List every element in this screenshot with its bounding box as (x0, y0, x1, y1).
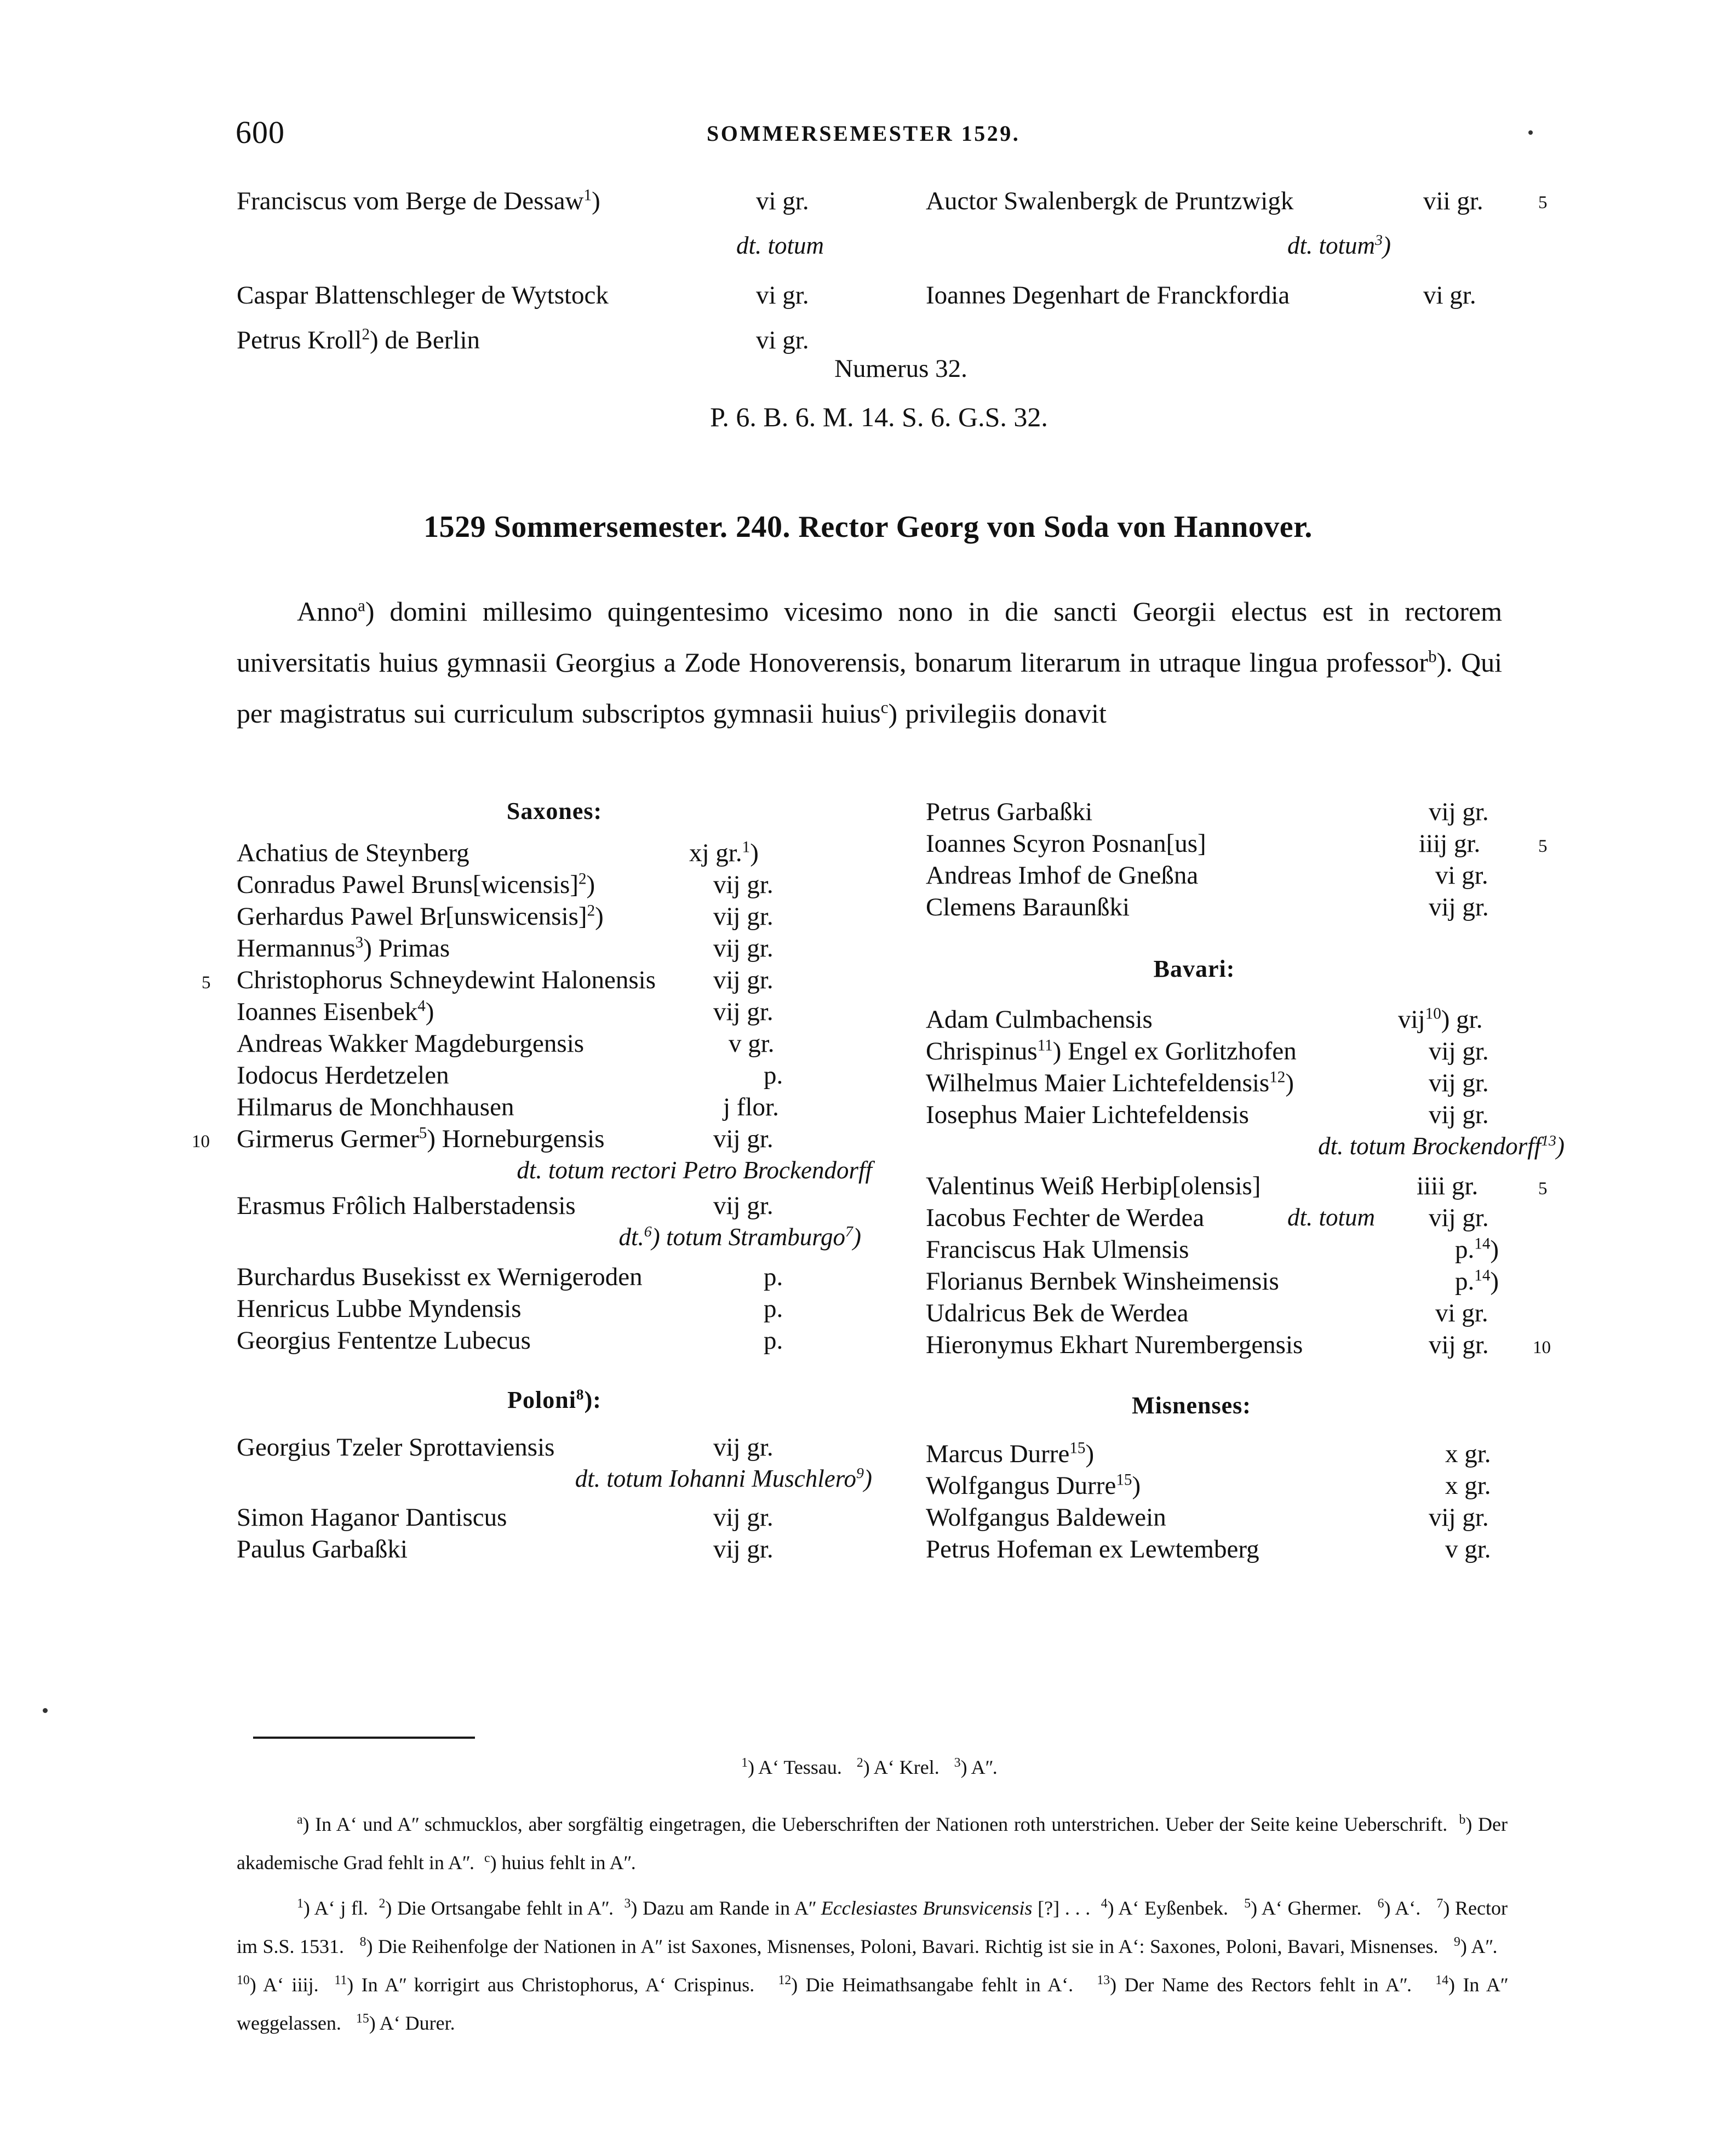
entry-fee: vi gr. (756, 281, 809, 310)
register-note-row (926, 231, 1556, 280)
payment-note: dt. totum$^3$) (1287, 232, 1391, 259)
register-row (926, 1267, 1572, 1298)
entry-name: Auctor Swalenbergk de Pruntzwigk (926, 187, 1294, 215)
entry-name: Christophorus Schneydewint Halonensis (237, 966, 656, 994)
footnote-text: ) In Aʺ weggelassen. (237, 1974, 1508, 2034)
register-row (237, 1534, 872, 1566)
register-row (926, 1471, 1572, 1503)
entry-name: Clemens Baraunßki (926, 893, 1130, 921)
footnote-text: ) Aʻ Ghermer. (1251, 1897, 1362, 1919)
entry-name: Girmerus Germer$^5$) Horneburgensis (237, 1124, 605, 1153)
nation-heading-poloni: Poloni$^8$): (507, 1386, 601, 1413)
paragraph-text: Anno (297, 596, 358, 627)
footnote-text: ) In Aʻ und Aʺ schmucklos, aber sorgfältig eingetragen, die Ueberschriften der Nationen roth unterstrichen. Ueber der Seite keine Ueberschrift. (302, 1813, 1448, 1835)
entry-name: Wilhelmus Maier Lichtefeldensis$^{12}$) (926, 1068, 1294, 1097)
entry-fee: p. (764, 1263, 783, 1291)
entry-name: Hermannus$^3$) Primas (237, 933, 450, 963)
footnote-marker: 5 (1244, 1897, 1251, 1911)
entry-fee: iiii gr. (1417, 1172, 1479, 1200)
footnote-ref: 1 (742, 838, 750, 856)
nation-heading-saxones: Saxones: (506, 798, 603, 824)
register-row (237, 1294, 872, 1326)
footnote-ref: 5 (419, 1124, 427, 1142)
entry-fee: vij gr. (1429, 1503, 1489, 1532)
register-row (926, 1298, 1572, 1330)
register-note-row (237, 1464, 872, 1503)
entry-fee: vi gr. (1423, 281, 1476, 310)
register-row (926, 861, 1572, 892)
entry-name: Simon Haganor Dantiscus (237, 1503, 507, 1532)
footnote-marker: 15 (356, 2012, 369, 2026)
line-number: 5 (1538, 837, 1548, 856)
entry-name: Andreas Wakker Magdeburgensis (237, 1029, 585, 1058)
register-row (926, 1330, 1572, 1362)
top-left-column (237, 186, 850, 370)
footnote-ref-a: a (358, 595, 365, 615)
footnote-marker: 3 (954, 1756, 961, 1770)
paragraph-text: ) privilegiis donavit (888, 698, 1107, 729)
register-note-row (237, 231, 850, 280)
footnote-ref: 14 (1474, 1267, 1491, 1285)
footnote-text: ) Der Name des Rectors fehlt in Aʺ. (1110, 1974, 1412, 1996)
entry-name: Wolfgangus Baldewein (926, 1503, 1166, 1532)
entry-name: Florianus Bernbek Winsheimensis (926, 1267, 1279, 1296)
entry-name: Conradus Pawel Bruns[wicensis]$^2$) (237, 870, 595, 899)
entry-name: Ioannes Eisenbek$^4$) (237, 997, 434, 1026)
entry-fee: vij gr. (713, 902, 774, 931)
entry-fee: p.$^{14}$) (1455, 1235, 1499, 1264)
footnote-ref: 13 (1541, 1132, 1556, 1149)
footnote-text: ) Die Reihenfolge der Nationen in Aʺ ist Saxones, Misnenses, Poloni, Bavari. Richtig ist sie in Aʻ: Saxones, Poloni, Bavari, Misnenses. (366, 1935, 1439, 1957)
footnote-text: ) Aʻ iiij. (249, 1974, 319, 1996)
payment-note: dt. totum (1287, 1204, 1376, 1231)
entry-fee: vij gr. (713, 1433, 774, 1462)
footnote-marker: c (484, 1851, 490, 1865)
entry-name: Georgius Tzeler Sprottaviensis (237, 1433, 555, 1462)
register-row (926, 280, 1556, 325)
entry-fee: p. (764, 1294, 783, 1323)
entry-fee: vi gr. (1435, 1299, 1488, 1327)
entry-name: Hilmarus de Monchhausen (237, 1093, 514, 1121)
register-row (926, 1100, 1572, 1132)
register-row (926, 1005, 1572, 1036)
line-number: 10 (1533, 1338, 1551, 1357)
footnote-marker: 8 (359, 1935, 366, 1949)
footnote-text: ) Aʻ j fl. (303, 1897, 369, 1919)
register-row (926, 1439, 1572, 1471)
entry-name: Marcus Durre$^{15}$) (926, 1439, 1095, 1468)
register-row (192, 1124, 872, 1156)
footnote-ref: 1 (583, 186, 592, 204)
entry-fee: x gr. (1445, 1440, 1491, 1468)
footnote-text: ) Der akademische Grad fehlt in Aʺ. (237, 1813, 1508, 1874)
footnote-text: [?] . . . (1032, 1897, 1091, 1919)
entry-name: Petrus Hofeman ex Lewtemberg (926, 1535, 1259, 1563)
entry-name: Chrispinus$^{11}$) Engel ex Gorlitzhofen (926, 1036, 1297, 1065)
entry-fee: p. (764, 1326, 783, 1355)
paragraph-text: ). Qui per magistratus sui curriculum subscriptos gymnasii huius (237, 647, 1502, 729)
entry-name: Andreas Imhof de Gneßna (926, 861, 1199, 890)
entry-name: Ioannes Degenhart de Franckfordia (926, 281, 1290, 310)
entry-name: Hieronymus Ekhart Nurembergensis (926, 1331, 1303, 1359)
entry-name: Petrus Garbaßki (926, 798, 1093, 826)
footnote-text: ) Aʻ Durer. (369, 2012, 455, 2034)
line-number: 5 (1538, 1179, 1548, 1199)
payment-note: dt. totum rectori Petro Brockendorff (517, 1156, 872, 1184)
entry-fee: vij gr. (1429, 1037, 1489, 1065)
entry-name: Wolfgangus Durre$^{15}$) (926, 1471, 1141, 1500)
entry-name: Valentinus Weiß Herbip[olensis] (926, 1172, 1261, 1200)
scan-speck-top-right (1528, 130, 1533, 135)
footnote-marker: 11 (334, 1973, 347, 1987)
footnote-marker: 10 (237, 1973, 250, 1987)
nation-heading-misnenses: Misnenses: (1132, 1392, 1251, 1419)
entry-name: Ioannes Scyron Posnan[us] (926, 829, 1206, 858)
footnote-text: ) Rector im S.S. 1531. (237, 1897, 1508, 1957)
numerus-line: Numerus 32. (834, 354, 967, 383)
entry-name: Iodocus Herdetzelen (237, 1061, 449, 1090)
register-row (926, 892, 1572, 924)
top-right-column (926, 186, 1556, 325)
footnote-text: ) Aʻ Eyßenbek. (1107, 1897, 1229, 1919)
footnote-ref: 14 (1474, 1235, 1491, 1253)
register-row (926, 1534, 1572, 1566)
footnote-ref: 4 (417, 997, 426, 1015)
footnote-ref: 11 (1037, 1036, 1053, 1055)
register-row (237, 280, 850, 325)
footnote-ref: 8 (576, 1386, 585, 1403)
entry-fee: vij gr. (713, 1535, 774, 1563)
line-number: 10 (192, 1132, 210, 1152)
entry-fee: vij gr. (713, 1125, 774, 1153)
footnote-marker: 14 (1435, 1973, 1449, 1987)
footnote-marker: b (1459, 1813, 1466, 1827)
footnotes-lettered (237, 1805, 1508, 1882)
entry-name: Erasmus Frôlich Halberstadensis (237, 1191, 576, 1220)
register-row (237, 1503, 872, 1534)
footnote-ref: 7 (845, 1223, 853, 1240)
footnote-marker: 4 (1101, 1897, 1108, 1911)
payment-note: dt. totum Brockendorff$^{13}$) (1318, 1132, 1565, 1160)
footnote-ref: 15 (1069, 1439, 1086, 1457)
entry-fee: vij gr. (1429, 798, 1489, 826)
running-title: SOMMERSEMESTER 1529. (707, 121, 1021, 146)
entry-fee: vij gr. (713, 998, 774, 1026)
entry-fee: vij gr. (1429, 1331, 1489, 1359)
footnote-ref-c: c (880, 697, 889, 717)
register-row (237, 997, 872, 1029)
register-row (237, 1029, 872, 1061)
register-row (926, 1068, 1572, 1100)
footnote-marker: 1 (741, 1756, 748, 1770)
entry-fee: v gr. (729, 1029, 775, 1058)
payment-note: dt.$^6$) totum Stramburgo$^7$) (618, 1223, 861, 1251)
register-row (926, 1503, 1572, 1534)
entry-name: Adam Culmbachensis (926, 1005, 1153, 1034)
footnote-text: ) In Aʺ korrigirt aus Christophorus, Aʻ Crispinus. (347, 1974, 755, 1996)
footnote-ref: 12 (1269, 1068, 1286, 1086)
footnote-ref: 15 (1116, 1471, 1132, 1489)
entry-name: Udalricus Bek de Werdea (926, 1299, 1189, 1327)
entry-fee: v gr. (1445, 1535, 1491, 1563)
footnote-ref-b: b (1428, 646, 1437, 666)
entry-fee: x gr. (1445, 1471, 1491, 1500)
register-row (237, 1326, 872, 1357)
entry-fee: vi gr. (756, 187, 809, 215)
left-register-column (192, 797, 872, 1566)
right-register-column (926, 797, 1572, 1566)
payment-note: dt. totum (736, 232, 824, 259)
footnote-ref: 6 (644, 1223, 652, 1240)
footnote-text: ) Dazu am Rande in Aʺ (631, 1897, 821, 1919)
entry-fee: vi gr. (1435, 861, 1488, 890)
footnote-marker: a (297, 1813, 303, 1827)
entry-fee: vij gr. (713, 934, 774, 963)
register-note-row (926, 1132, 1572, 1171)
entry-fee: vii gr. (1423, 187, 1483, 215)
footnote-text: ) huius fehlt in Aʺ. (490, 1852, 636, 1874)
register-row (237, 1061, 872, 1092)
line-number: 5 (1538, 193, 1548, 213)
entry-name: Caspar Blattenschleger de Wytstock (237, 281, 609, 310)
entry-fee: vij gr. (713, 966, 774, 994)
entry-fee: vij gr. (1429, 1069, 1489, 1097)
footnote-marker: 9 (1453, 1935, 1460, 1949)
register-row (926, 1036, 1572, 1068)
register-row (237, 1092, 872, 1124)
footnote-ref: 9 (856, 1465, 864, 1482)
page-number: 600 (236, 114, 285, 150)
entry-fee: xj gr.$^1$) (689, 838, 759, 867)
entry-name: Achatius de Steynberg (237, 839, 469, 867)
footnote-marker: 2 (856, 1756, 863, 1770)
scan-speck-bottom-left (43, 1708, 48, 1713)
footnotes-numbered (237, 1889, 1508, 2042)
register-row (237, 1191, 872, 1223)
footnote-marker: 7 (1436, 1897, 1443, 1911)
entry-fee: j flor. (723, 1093, 779, 1121)
nation-heading-bavari: Bavari: (1153, 955, 1235, 982)
footnote-ref: 2 (578, 870, 587, 888)
footnote-ref: 10 (1425, 1005, 1441, 1023)
entry-name: Iosephus Maier Lichtefeldensis (926, 1101, 1249, 1129)
footnote-text: ) Die Ortsangabe fehlt in Aʺ. (385, 1897, 614, 1919)
payment-note: dt. totum Iohanni Muschlero$^9$) (575, 1465, 872, 1492)
footnote-marker: 1 (297, 1897, 303, 1911)
entry-name: Franciscus Hak Ulmensis (926, 1235, 1189, 1264)
rector-paragraph (237, 586, 1502, 739)
entry-name: Paulus Garbaßki (237, 1535, 408, 1563)
entry-fee: vij gr. (1429, 1101, 1489, 1129)
entry-fee: p.$^{14}$) (1455, 1267, 1499, 1296)
footnote-marker: 6 (1377, 1897, 1384, 1911)
entry-fee: vij gr. (1429, 1204, 1489, 1232)
register-row (237, 838, 872, 870)
register-row (237, 1262, 872, 1294)
entry-name: Iacobus Fechter de Werdea (926, 1204, 1205, 1232)
entry-name: Georgius Fententze Lubecus (237, 1326, 531, 1355)
entry-fee: vij gr. (713, 1191, 774, 1220)
register-row (926, 186, 1556, 231)
register-row (926, 1203, 1572, 1235)
register-note-row (237, 1156, 872, 1191)
entry-fee: p. (764, 1061, 783, 1090)
line-number: 5 (202, 973, 211, 993)
footnote-separator (253, 1737, 475, 1739)
register-row (926, 1235, 1572, 1267)
register-row (237, 1433, 872, 1464)
footnote-top-line: $^1$) Aʻ Tessau. $^2$) Aʻ Krel. $^3$) Aʺ. (741, 1756, 998, 1778)
register-row (926, 1171, 1572, 1203)
footnote-marker: 2 (379, 1897, 386, 1911)
entry-fee: vij gr. (1429, 893, 1489, 921)
entry-fee: vij gr. (713, 1503, 774, 1532)
entry-fee: vij gr. (713, 870, 774, 899)
register-row (237, 902, 872, 933)
footnote-text: ) Aʻ. (1384, 1897, 1421, 1919)
register-row (926, 829, 1572, 861)
footnote-text-italic: Ecclesiastes Brunsvicensis (821, 1897, 1033, 1919)
footnote-ref: 3 (355, 933, 364, 952)
register-row (237, 933, 872, 965)
register-row (926, 797, 1572, 829)
entry-name: Burchardus Busekisst ex Wernigeroden (237, 1263, 643, 1291)
entry-name: Franciscus vom Berge de Dessaw$^1$) (237, 186, 600, 215)
register-row (237, 870, 872, 902)
footnote-ref: 2 (362, 325, 370, 343)
footnote-marker: 3 (624, 1897, 631, 1911)
register-row (202, 965, 872, 997)
paragraph-text: ) domini millesimo quingentesimo vicesimo nono in die sancti Georgii electus est in rectorem universitatis huius gymnasii Georgius a Zode Honoverensis, bonarum literarum in utraque lingua professor (237, 596, 1502, 678)
entry-fee: vij$^{10}$) gr. (1398, 1005, 1483, 1034)
footnote-text: ) Die Heimathsangabe fehlt in Aʻ. (791, 1974, 1074, 1996)
footnote-text: ) Aʺ. (1460, 1935, 1498, 1957)
register-note-row (237, 1223, 872, 1262)
entry-name: Gerhardus Pawel Br[unswicensis]$^2$) (237, 902, 604, 931)
section-heading: 1529 Sommersemester. 240. Rector Georg von Soda von Hannover. (423, 510, 1313, 544)
register-row (237, 186, 850, 231)
entry-name: Henricus Lubbe Myndensis (237, 1294, 522, 1323)
entry-fee: iiij gr. (1419, 829, 1481, 858)
running-head (0, 114, 1736, 152)
entry-name: Petrus Kroll$^2$) de Berlin (237, 325, 480, 354)
footnote-marker: 13 (1097, 1973, 1110, 1987)
footnote-ref: 2 (587, 902, 595, 920)
footnote-marker: 12 (778, 1973, 792, 1987)
entry-fee: vi gr. (756, 326, 809, 354)
footnote-ref: 3 (1375, 232, 1383, 249)
summary-line: P. 6. B. 6. M. 14. S. 6. G.S. 32. (710, 402, 1048, 432)
